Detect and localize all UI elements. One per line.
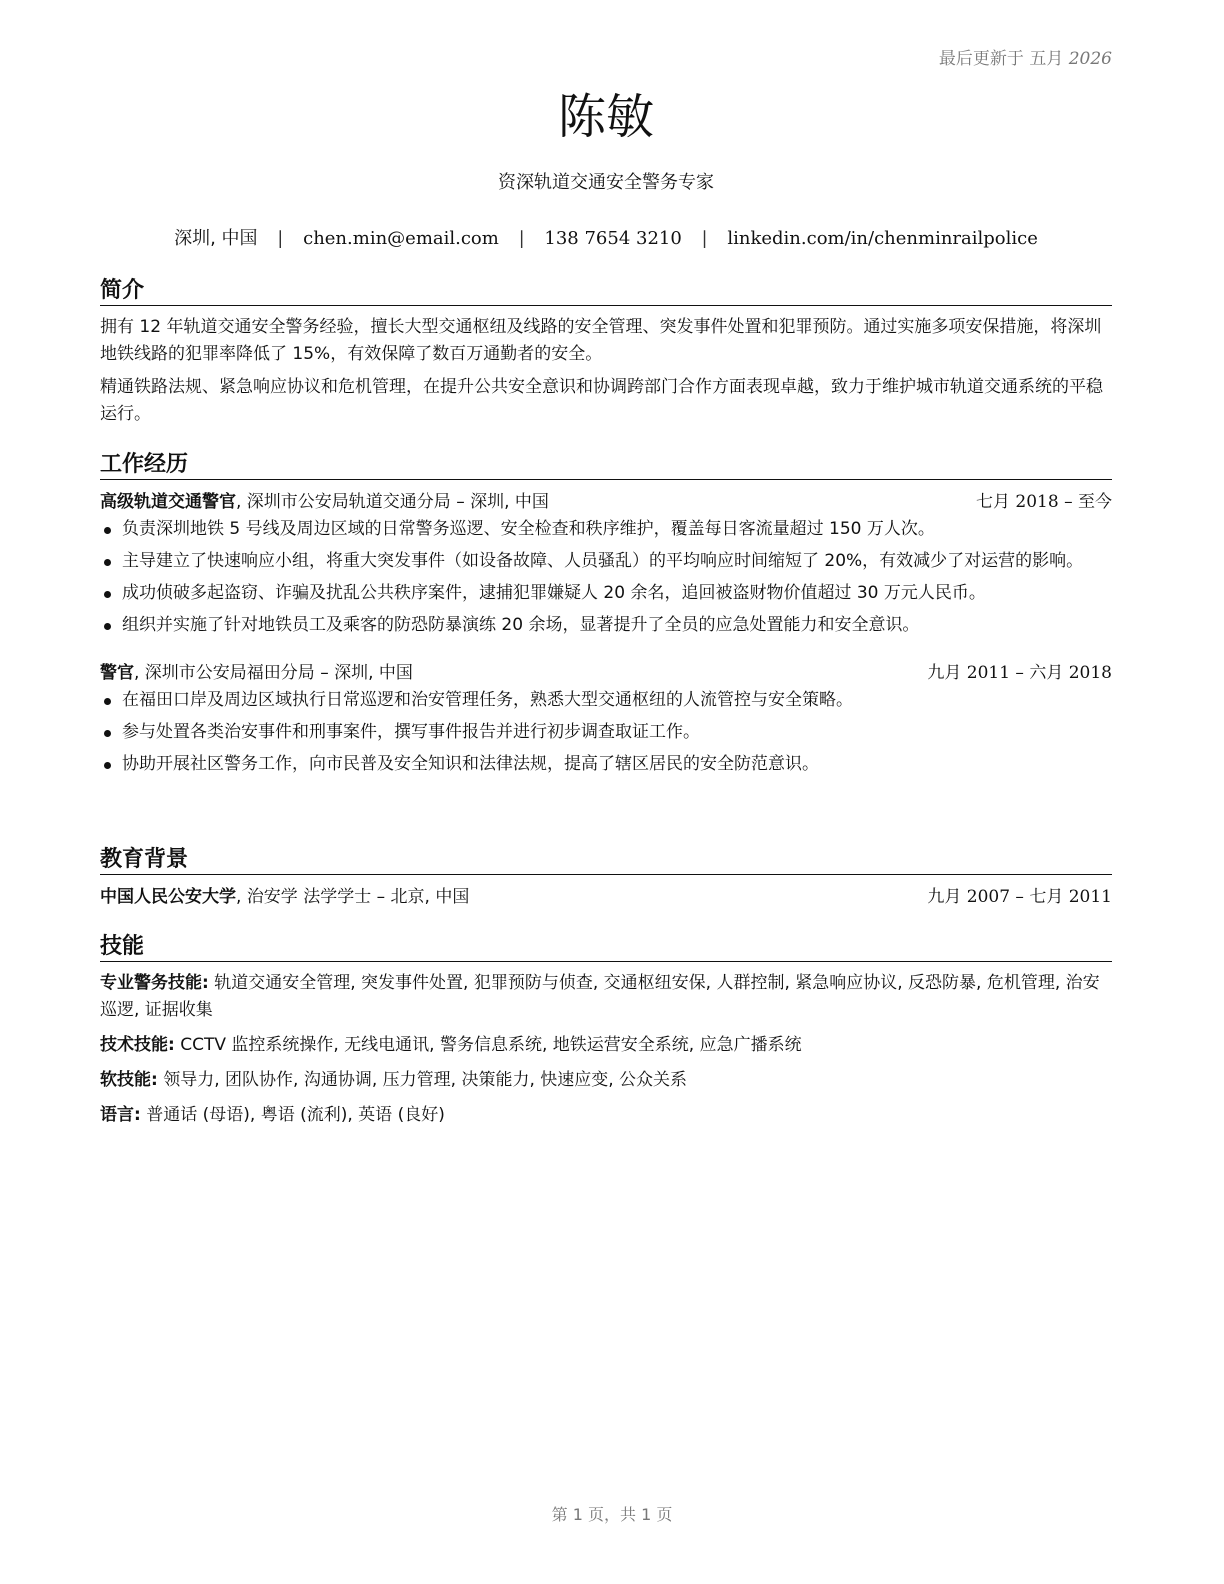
last-updated: [939, 44, 1112, 69]
job-org: , 深圳市公安局福田分局 – 深圳, 中国: [134, 663, 413, 683]
job-bullets: [100, 516, 1112, 639]
skill-value: 轨道交通安全管理, 突发事件处置, 犯罪预防与侦查, 交通枢纽安保, 人群控制, 紧急响应协议, 反恐防暴, 危机管理, 治安巡逻, 证据收集: [100, 973, 1100, 1020]
skill-value: 领导力, 团队协作, 沟通协调, 压力管理, 决策能力, 快速应变, 公众关系: [157, 1070, 688, 1090]
summary-paragraph: 拥有 12 年轨道交通安全警务经验，擅长大型交通枢纽及线路的安全管理、突发事件处置和犯罪预防。通过实施多项安保措施，将深圳地铁线路的犯罪率降低了 15%，有效保障了数百万通勤者的安全。: [100, 317, 1102, 364]
job-entry: [100, 488, 1112, 639]
job-org: , 深圳市公安局轨道交通分局 – 深圳, 中国: [236, 492, 549, 512]
contact-linkedin[interactable]: linkedin.com/in/chenminrailpolice: [727, 228, 1038, 249]
skill-row: [100, 1032, 1112, 1059]
page-footer: 第 1 页，共 1 页: [551, 1505, 673, 1524]
skill-label: 软技能:: [100, 1070, 158, 1090]
section-title-skills: 技能: [100, 934, 1112, 962]
candidate-name: 陈敏: [557, 89, 654, 145]
job-bullets: [100, 687, 1112, 778]
job-header: [100, 659, 1112, 687]
contact-line: [100, 224, 1112, 250]
last-updated-label: 最后更新于 五月: [938, 49, 1064, 69]
skill-label: 技术技能:: [100, 1035, 175, 1055]
job-date: 九月 2011 – 六月 2018: [927, 663, 1112, 683]
job-bullet: 在福田口岸及周边区域执行日常巡逻和治安管理任务，熟悉大型交通枢纽的人流管控与安全策略。: [100, 687, 1112, 714]
education-detail: , 治安学 法学学士 – 北京, 中国: [236, 887, 470, 907]
job-role: 警官: [100, 663, 134, 683]
skill-label: 专业警务技能:: [100, 973, 209, 993]
skill-row: [100, 970, 1112, 1024]
last-updated-year: 2026: [1068, 49, 1112, 69]
contact-separator: |: [277, 228, 284, 249]
job-bullet: 协助开展社区警务工作，向市民普及安全知识和法律法规，提高了辖区居民的安全防范意识。: [100, 751, 1112, 778]
summary-paragraph: 精通铁路法规、紧急响应协议和危机管理，在提升公共安全意识和协调跨部门合作方面表现卓越，致力于维护城市轨道交通系统的平稳运行。: [100, 377, 1103, 424]
skill-label: 语言:: [100, 1105, 141, 1125]
education-entry: [100, 883, 1112, 911]
job-bullet: 组织并实施了针对地铁员工及乘客的防恐防暴演练 20 余场，显著提升了全员的应急处置能力和安全意识。: [100, 612, 1112, 639]
section-title-summary: 简介: [100, 278, 1112, 306]
contact-location: 深圳, 中国: [174, 228, 258, 249]
education-date: 九月 2007 – 七月 2011: [927, 887, 1112, 907]
skill-value: 普通话 (母语), 粤语 (流利), 英语 (良好): [140, 1105, 445, 1125]
experience-section: [100, 452, 1112, 783]
job-role: 高级轨道交通警官: [100, 492, 236, 512]
skill-value: CCTV 监控系统操作, 无线电通讯, 警务信息系统, 地铁运营安全系统, 应急广播系统: [174, 1035, 802, 1055]
skills-section: [100, 934, 1112, 1137]
skill-row: [100, 1102, 1112, 1129]
section-title-experience: 工作经历: [100, 452, 1112, 480]
contact-separator: |: [701, 228, 708, 249]
job-bullet: 成功侦破多起盗窃、诈骗及扰乱公共秩序案件，逮捕犯罪嫌疑人 20 余名，追回被盗财物价值超过 30 万元人民币。: [100, 580, 1112, 607]
skill-row: [100, 1067, 1112, 1094]
contact-email[interactable]: chen.min@email.com: [303, 228, 499, 249]
education-school: 中国人民公安大学: [100, 887, 236, 907]
summary-section: [100, 278, 1112, 434]
job-bullet: 参与处置各类治安事件和刑事案件，撰写事件报告并进行初步调查取证工作。: [100, 719, 1112, 746]
job-entry: [100, 659, 1112, 778]
job-date: 七月 2018 – 至今: [976, 492, 1112, 512]
job-header: [100, 488, 1112, 516]
candidate-headline: 资深轨道交通安全警务专家: [498, 172, 714, 193]
education-section: [100, 847, 1112, 911]
job-bullet: 负责深圳地铁 5 号线及周边区域的日常警务巡逻、安全检查和秩序维护，覆盖每日客流量超过 150 万人次。: [100, 516, 1112, 543]
contact-phone: 138 7654 3210: [544, 228, 682, 249]
job-bullet: 主导建立了快速响应小组，将重大突发事件（如设备故障、人员骚乱）的平均响应时间缩短了 20%，有效减少了对运营的影响。: [100, 548, 1112, 575]
contact-separator: |: [518, 228, 525, 249]
section-title-education: 教育背景: [100, 847, 1112, 875]
